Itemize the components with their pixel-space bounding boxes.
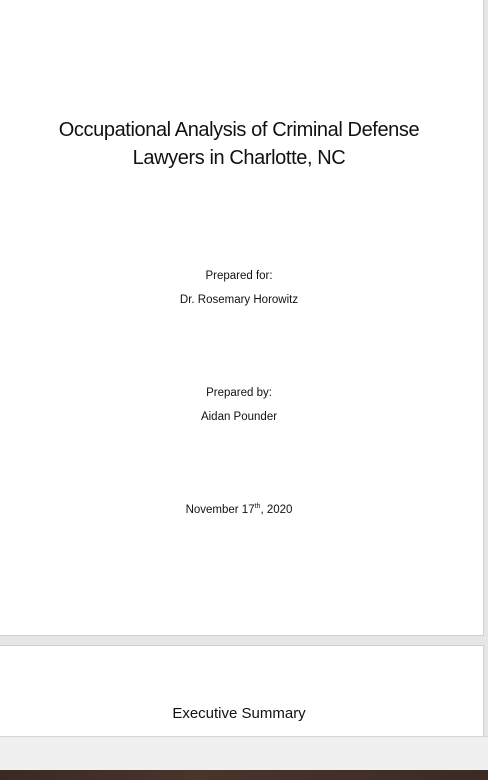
prepared-for-name: Dr. Rosemary Horowitz [179,294,299,306]
date-year: , 2020 [260,504,293,516]
document-title [0,116,478,172]
vertical-scrollbar-track[interactable] [484,0,488,740]
title-line-1: Occupational Analysis of Criminal Defense [58,119,420,141]
prepared-by-name: Aidan Pounder [200,411,278,423]
executive-summary-heading: Executive Summary [172,705,306,722]
document-date [0,504,478,516]
date-ordinal-suffix: th [254,503,261,511]
document-page-2 [0,645,484,741]
status-bar [0,736,488,771]
prepared-for-label: Prepared for: [205,270,273,282]
title-line-2: Lawyers in Charlotte, NC [132,147,346,169]
taskbar [0,770,488,780]
date-month-day: November 17 [185,504,255,516]
prepared-by-label: Prepared by: [206,387,272,399]
